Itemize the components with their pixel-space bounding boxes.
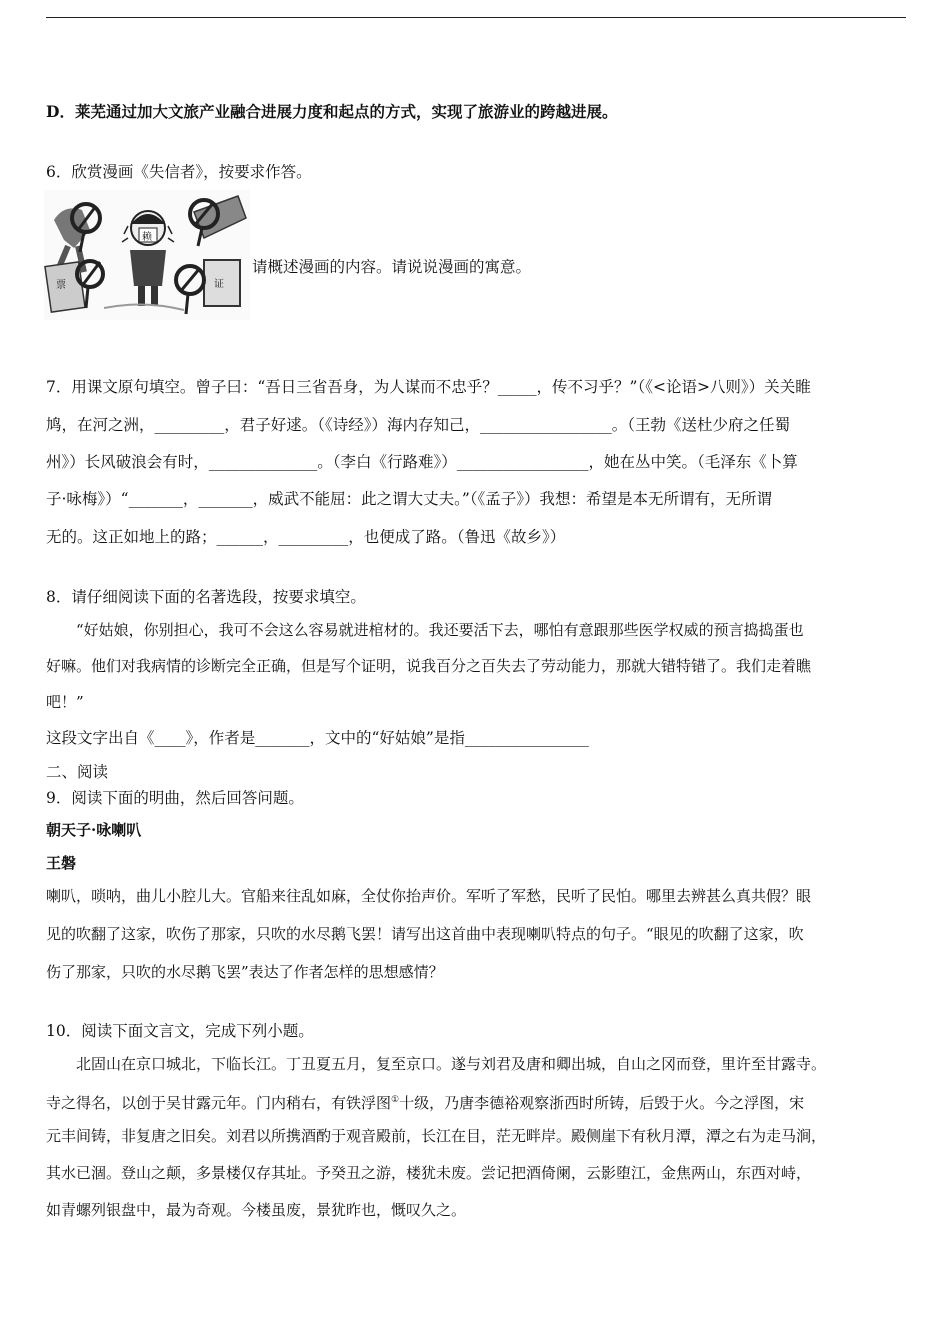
q7-line-4: 子·咏梅》）“_______，_______，威武不能屈：此之谓大丈夫。”（《孟子》）我想：希望是本无所谓有，无所谓: [46, 490, 773, 508]
q9-line-2: 见的吹翻了这家，吹伤了那家，只吹的水尽鹅飞罢！请写出这首曲中表现喇叭特点的句子。“眼见的吹翻了这家，吹: [46, 925, 804, 943]
q8-prompt: 8．请仔细阅读下面的名著选段，按要求填空。: [46, 588, 366, 606]
q8-passage-line-2: 好嘛。他们对我病情的诊断完全正确，但是写个证明，说我百分之百失去了劳动能力，那就大错特错了。我们走着瞧: [46, 657, 812, 675]
q9-prompt: 9．阅读下面的明曲，然后回答问题。: [46, 789, 304, 807]
q8-passage-line-3: 吧！”: [46, 693, 84, 711]
q10-line-2-a: 寺之得名，以创于吴甘露元年。门内稍右，有铁浮图: [46, 1094, 392, 1112]
q9-poem-author: 王磐: [46, 854, 77, 872]
q8-question: 这段文字出自《____》，作者是_______，文中的“好姑娘”是指________________: [46, 729, 589, 747]
q10-line-1: 北固山在京口城北，下临长江。丁丑夏五月，复至京口。遂与刘君及唐和卿出城，自山之冈而登，里许至甘露寺。: [46, 1055, 827, 1073]
q6-caption: 请概述漫画的内容。请说说漫画的寓意。: [252, 258, 532, 276]
cartoon-label-zheng: 证: [214, 279, 224, 290]
q8-passage-line-1: “好姑娘，你别担心，我可不会这么容易就进棺材的。我还要活下去，哪怕有意跟那些医学权威的预言捣捣蛋也: [46, 621, 804, 639]
q10-line-2: [46, 1090, 804, 1113]
footnote-marker: ①: [391, 1095, 400, 1105]
q10-line-3: 元丰间铸，非复唐之旧矣。刘君以所携酒酌于观音殿前，长江在目，茫无畔岸。殿侧崖下有秋月潭，潭之右为走马涧，: [46, 1127, 827, 1145]
q5-option-d: D．莱芜通过加大文旅产业融合进展力度和起点的方式，实现了旅游业的跨越进展。: [46, 102, 618, 121]
q7-line-2: 鸠，在河之洲，_________，君子好逑。（《诗经》）海内存知己，_________________。（王勃《送杜少府之任蜀: [46, 416, 791, 434]
q9-poem-title: 朝天子·咏喇叭: [46, 821, 142, 839]
q7-line-5: 无的。这正如地上的路；______，_________，也便成了路。（鲁迅《故乡》）: [46, 528, 566, 546]
q10-line-2-b: 十级，乃唐李德裕观察浙西时所铸，后毁于火。今之浮图，宋: [399, 1094, 805, 1112]
cartoon-image: [44, 190, 250, 320]
q9-line-3: 伤了那家，只吹的水尽鹅飞罢”表达了作者怎样的思想感情？: [46, 963, 444, 981]
q10-line-5: 如青螺列银盘中，最为奇观。今楼虽废，景犹昨也，慨叹久之。: [46, 1201, 467, 1219]
cartoon-label-lai: 赖: [142, 232, 152, 243]
cartoon-label-piao: 票: [56, 280, 66, 291]
q7-line-3: 州》）长风破浪会有时，______________。（李白《行路难》）_________________，她在丛中笑。（毛泽东《卜算: [46, 453, 798, 471]
header-rule: [46, 17, 906, 18]
section-heading: 二、阅读: [46, 763, 109, 781]
q10-line-4: 其水已涸。登山之颠，多景楼仅存其址。予癸丑之游，楼犹未废。尝记把酒倚阑，云影堕江，金焦两山，东西对峙，: [46, 1164, 812, 1182]
q6-prompt: 6．欣赏漫画《失信者》，按要求作答。: [46, 163, 312, 181]
q10-prompt: 10．阅读下面文言文，完成下列小题。: [46, 1022, 314, 1040]
q9-line-1: 喇叭，唢呐，曲儿小腔儿大。官船来往乱如麻，全仗你抬声价。军听了军愁，民听了民怕。哪里去辨甚么真共假？眼: [46, 887, 812, 905]
q7-line-1: 7．用课文原句填空。曾子曰：“吾日三省吾身，为人谋而不忠乎？_____，传不习乎？”（《<论语>八则》）关关睢: [46, 378, 811, 396]
